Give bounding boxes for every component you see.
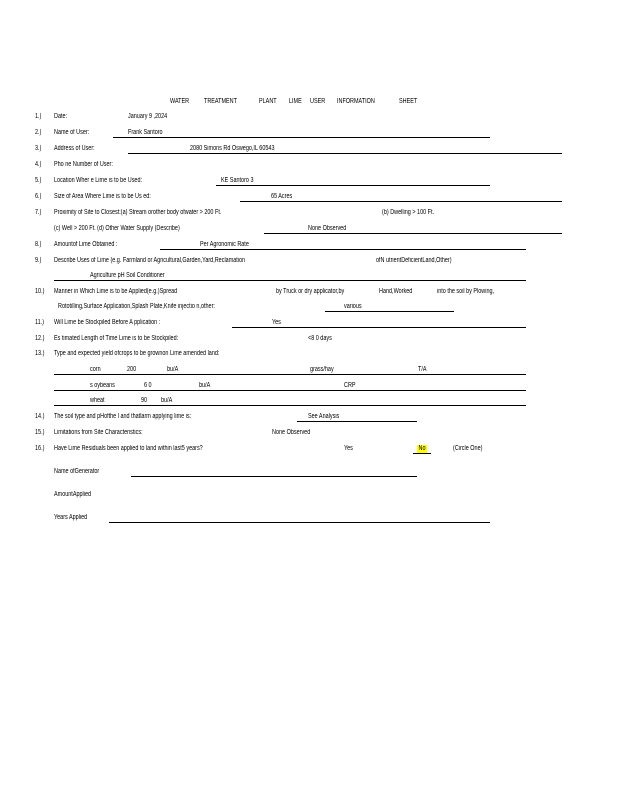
address-value: 2080 Simons Rd Oswego,IL 60543	[190, 145, 275, 152]
crops-label: Type and expected yield ofcrops to be grownon Lime amended land:	[54, 350, 220, 357]
item-number: 16.)	[35, 445, 45, 452]
proximity-line2: (c) Well > 200 Ft. (d) Other Water Supply (Describe)	[54, 225, 180, 232]
soil-underline	[297, 421, 417, 422]
manner-line2: Rototilling,Surface Application,Splash Plate,Knife injectio n,other:	[58, 303, 215, 310]
name-label: Name of User:	[54, 129, 90, 136]
crop-underline	[54, 374, 526, 375]
size-label: Size of Area Where Lime is to be Us ed:	[54, 193, 151, 200]
date-label: Date:	[54, 113, 68, 120]
item-number: 15.)	[35, 429, 45, 436]
item-number: 10.)	[35, 288, 45, 295]
title-word: WATER	[170, 98, 190, 105]
crop-name: wheat	[90, 397, 105, 404]
generator-name-label: Name ofGenerator	[54, 468, 100, 475]
item-number: 6.)	[35, 193, 42, 200]
residuals-no-highlighted: No	[418, 445, 426, 452]
crop-yield: 90	[141, 397, 148, 404]
crop-name: s oybeans	[90, 382, 115, 389]
item-number: 1.)	[35, 113, 42, 120]
uses-label: Describe Uses of Lime (e.g. Farmland or Agricultural,Garden,Yard,Reclamation	[54, 257, 246, 264]
crop-yield: 6 0	[144, 382, 152, 389]
item-number: 7.)	[35, 209, 42, 216]
item-number: 3.)	[35, 145, 42, 152]
name-underline	[113, 137, 490, 138]
residuals-no-underline	[413, 453, 431, 454]
length-label: Es timated Length of Time Lime is to be Stockpiled:	[54, 335, 179, 342]
uses-underline	[54, 280, 526, 281]
uses-value: Agriculture pH Soil Conditioner	[90, 272, 165, 279]
item-number: 12.)	[35, 335, 45, 342]
proximity-underline	[264, 233, 562, 234]
address-underline	[128, 153, 562, 154]
crop-unit: bu/A	[161, 397, 173, 404]
crop-unit-2: T/A	[418, 366, 427, 373]
title-word: SHEET	[399, 98, 418, 105]
item-number: 9.)	[35, 257, 42, 264]
title-word: INFORMATION	[337, 98, 375, 105]
amount-applied-label: AmountApplied	[54, 491, 92, 498]
proximity-value: None Observed	[308, 225, 347, 232]
years-applied-underline	[109, 522, 490, 523]
address-label: Address of User:	[54, 145, 95, 152]
manner-label: Manner in Which Lime is to be Applied(e.g.)Spread	[54, 288, 178, 295]
stockpiled-value: Yes	[272, 319, 281, 326]
length-value: <8 0 days	[308, 335, 332, 342]
stockpiled-underline	[232, 327, 526, 328]
crop-unit: bu/A	[199, 382, 211, 389]
residuals-yes: Yes	[344, 445, 353, 452]
title-word: USER	[310, 98, 326, 105]
crop-underline	[54, 405, 526, 406]
crop-yield: 200	[127, 366, 137, 373]
soil-label: The soil type and pHofthe l and thatlarm applying lime is:	[54, 413, 192, 420]
title-word: TREATMENT	[204, 98, 237, 105]
item-number: 2.)	[35, 129, 42, 136]
crop-name-2: CRP	[344, 382, 356, 389]
crop-underline	[54, 390, 526, 391]
proximity-label: Proximity of Site to Closest:(a) Stream orother body ofwater > 200 Ft.	[54, 209, 222, 216]
proximity-dwelling: (b) Dwelling > 100 Ft.	[382, 209, 435, 216]
crop-unit: bu/A	[167, 366, 179, 373]
item-number: 8.)	[35, 241, 42, 248]
item-number: 11.)	[35, 319, 45, 326]
item-number: 13.)	[35, 350, 45, 357]
amount-label: Amountof Lime Obtained :	[54, 241, 118, 248]
crop-name: corn	[90, 366, 101, 373]
limitations-label: Limitations from Site Characteristics:	[54, 429, 143, 436]
title-word: LIME	[289, 98, 302, 105]
generator-name-underline	[131, 476, 417, 477]
title-word: PLANT	[259, 98, 277, 105]
manner-label-b: by Truck or dry applicator,by	[276, 288, 345, 295]
amount-value: Per Agronomic Rate	[200, 241, 249, 248]
crop-name-2: grass/hay	[310, 366, 334, 373]
manner-underline	[325, 311, 454, 312]
item-number: 4.)	[35, 161, 42, 168]
manner-label-d: into the soil by Plowing,	[437, 288, 495, 295]
residuals-label: Have Lime Residuals been applied to land within last5 years?	[54, 445, 203, 452]
item-number: 14.)	[35, 413, 45, 420]
phone-label: Pho ne Number of User:	[54, 161, 113, 168]
limitations-value: None Observed	[272, 429, 311, 436]
manner-value: various	[344, 303, 362, 310]
date-value: January 9 ,2024	[128, 113, 168, 120]
stockpiled-label: Will Lime be Stockpiled Before A pplication :	[54, 319, 161, 326]
item-number: 5.)	[35, 177, 42, 184]
soil-value: See Analysis	[308, 413, 340, 420]
size-value: 65 Acres	[271, 193, 293, 200]
location-value: KE Santoro 3	[221, 177, 254, 184]
location-underline	[216, 185, 490, 186]
amount-underline	[160, 249, 526, 250]
location-label: Location Wher e Lime is to be Used:	[54, 177, 143, 184]
name-value: Frank Santoro	[128, 129, 163, 136]
years-applied-label: Years Applied	[54, 514, 88, 521]
size-underline	[240, 201, 562, 202]
manner-label-c: Hand,Worked	[379, 288, 413, 295]
residuals-circle-one: (Circle One)	[453, 445, 483, 452]
uses-label-cont: ofN utrientDeficientLand,Other)	[376, 257, 452, 264]
